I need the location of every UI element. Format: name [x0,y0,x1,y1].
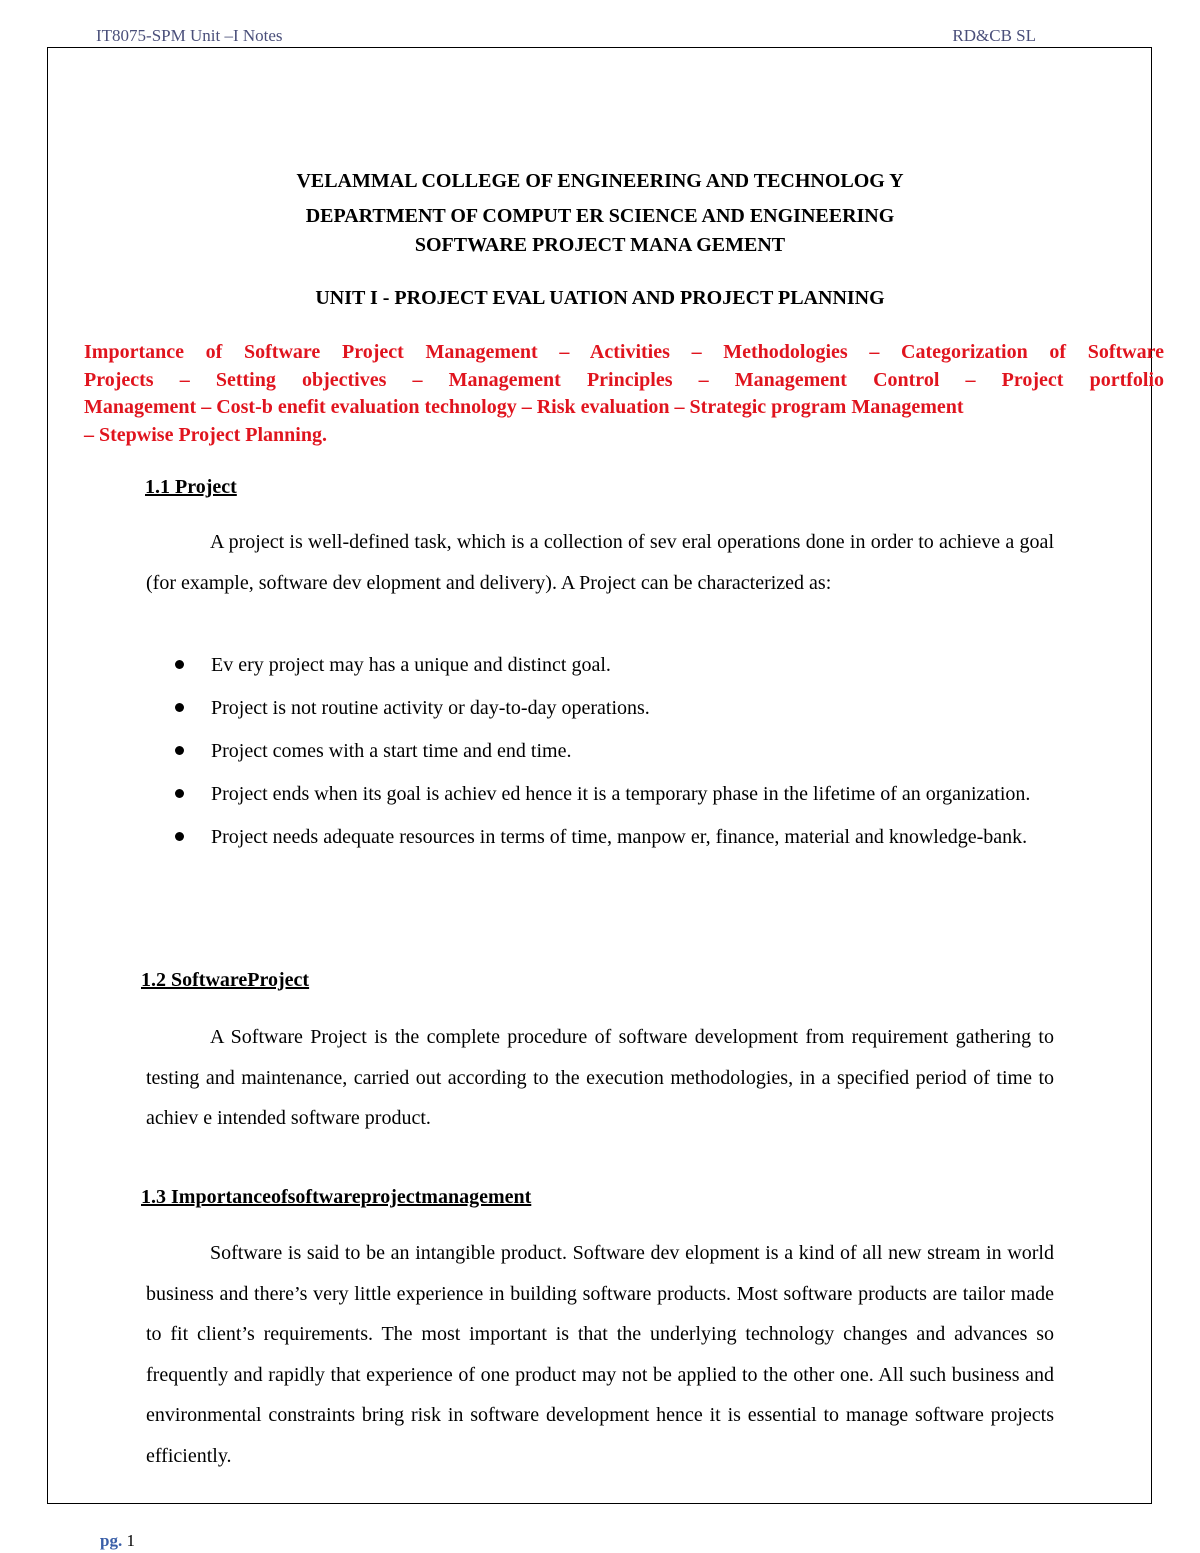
list-item-text: Project needs adequate resources in terms of time, manpow er, finance, material and knowledge-bank. [211,826,1028,848]
list-item [146,688,1054,728]
list-item [146,774,1054,814]
software-project-paragraph [146,1017,1054,1139]
page-number-value: 1 [126,1531,135,1550]
college-title: VELAMMAL COLLEGE OF ENGINEERING AND TECHNOLOG Y [296,170,904,192]
running-header [96,26,1036,48]
list-item-text: Project ends when its goal is achiev ed hence it is a temporary phase in the lifetime of an organization. [211,783,1031,805]
list-item-text: Ev ery project may has a unique and distinct goal. [211,654,611,676]
list-item [146,645,1054,685]
page-number [100,1531,135,1551]
bullet-icon [175,789,184,798]
section-heading-importance: 1.3 Importanceofsoftwareprojectmanagement [141,1186,532,1208]
list-item-text: Project comes with a start time and end time. [211,740,572,762]
importance-paragraph [146,1233,1054,1476]
project-characteristics-list [146,645,1054,860]
bullet-icon [175,832,184,841]
subject-title: SOFTWARE PROJECT MANA GEMENT [414,234,786,256]
syllabus-line: Projects – Setting objectives – Management Principles – Management Control – Project portfolio [84,368,1164,391]
unit-title: UNIT I - PROJECT EVAL UATION AND PROJECT PLANNING [315,287,885,309]
software-project-paragraph-text: A Software Project is the complete procedure of software development from requirement gathering to testing and maintenance, carried out according to the execution methodologies, in a specified period of time to achiev e intended software product. [146,1026,1054,1129]
bullet-icon [175,660,184,669]
syllabus-topics [84,339,1164,449]
department-title: DEPARTMENT OF COMPUT ER SCIENCE AND ENGINEERING [305,205,895,227]
project-paragraph-text: A project is well-defined task, which is a collection of sev eral operations done in order to achieve a goal (for example, software dev elopment and delivery). A Project can be characterized as: [146,531,1054,594]
list-item-text: Project is not routine activity or day-to-day operations. [211,697,650,719]
list-item [146,731,1054,771]
syllabus-line: – Stepwise Project Planning. [84,423,327,446]
syllabus-line: Importance of Software Project Management – Activities – Methodologies – Categorization of Software [84,341,1164,363]
bullet-icon [175,703,184,712]
header-author-initials: RD&CB SL [952,26,1036,45]
section-heading-project: 1.1 Project [145,476,237,498]
importance-paragraph-text: Software is said to be an intangible product. Software dev elopment is a kind of all new stream in world business and there’s very little experience in building software products. Most software products are tailor made to fit client’s requirements. The most important is that the underlying technology changes and advances so frequently and rapidly that experience of one product may not be applied to the other one. All such business and environmental constraints bring risk in software development hence it is essential to manage software projects efficiently. [146,1242,1054,1467]
syllabus-line: Management – Cost-b enefit evaluation technology – Risk evaluation – Strategic program Management [84,396,964,418]
project-paragraph [146,522,1054,603]
header-course-code: IT8075-SPM Unit –I Notes [96,26,283,45]
page-label: pg. [100,1531,123,1550]
bullet-icon [175,746,184,755]
list-item [146,817,1054,857]
section-heading-software-project: 1.2 SoftwareProject [141,969,310,991]
